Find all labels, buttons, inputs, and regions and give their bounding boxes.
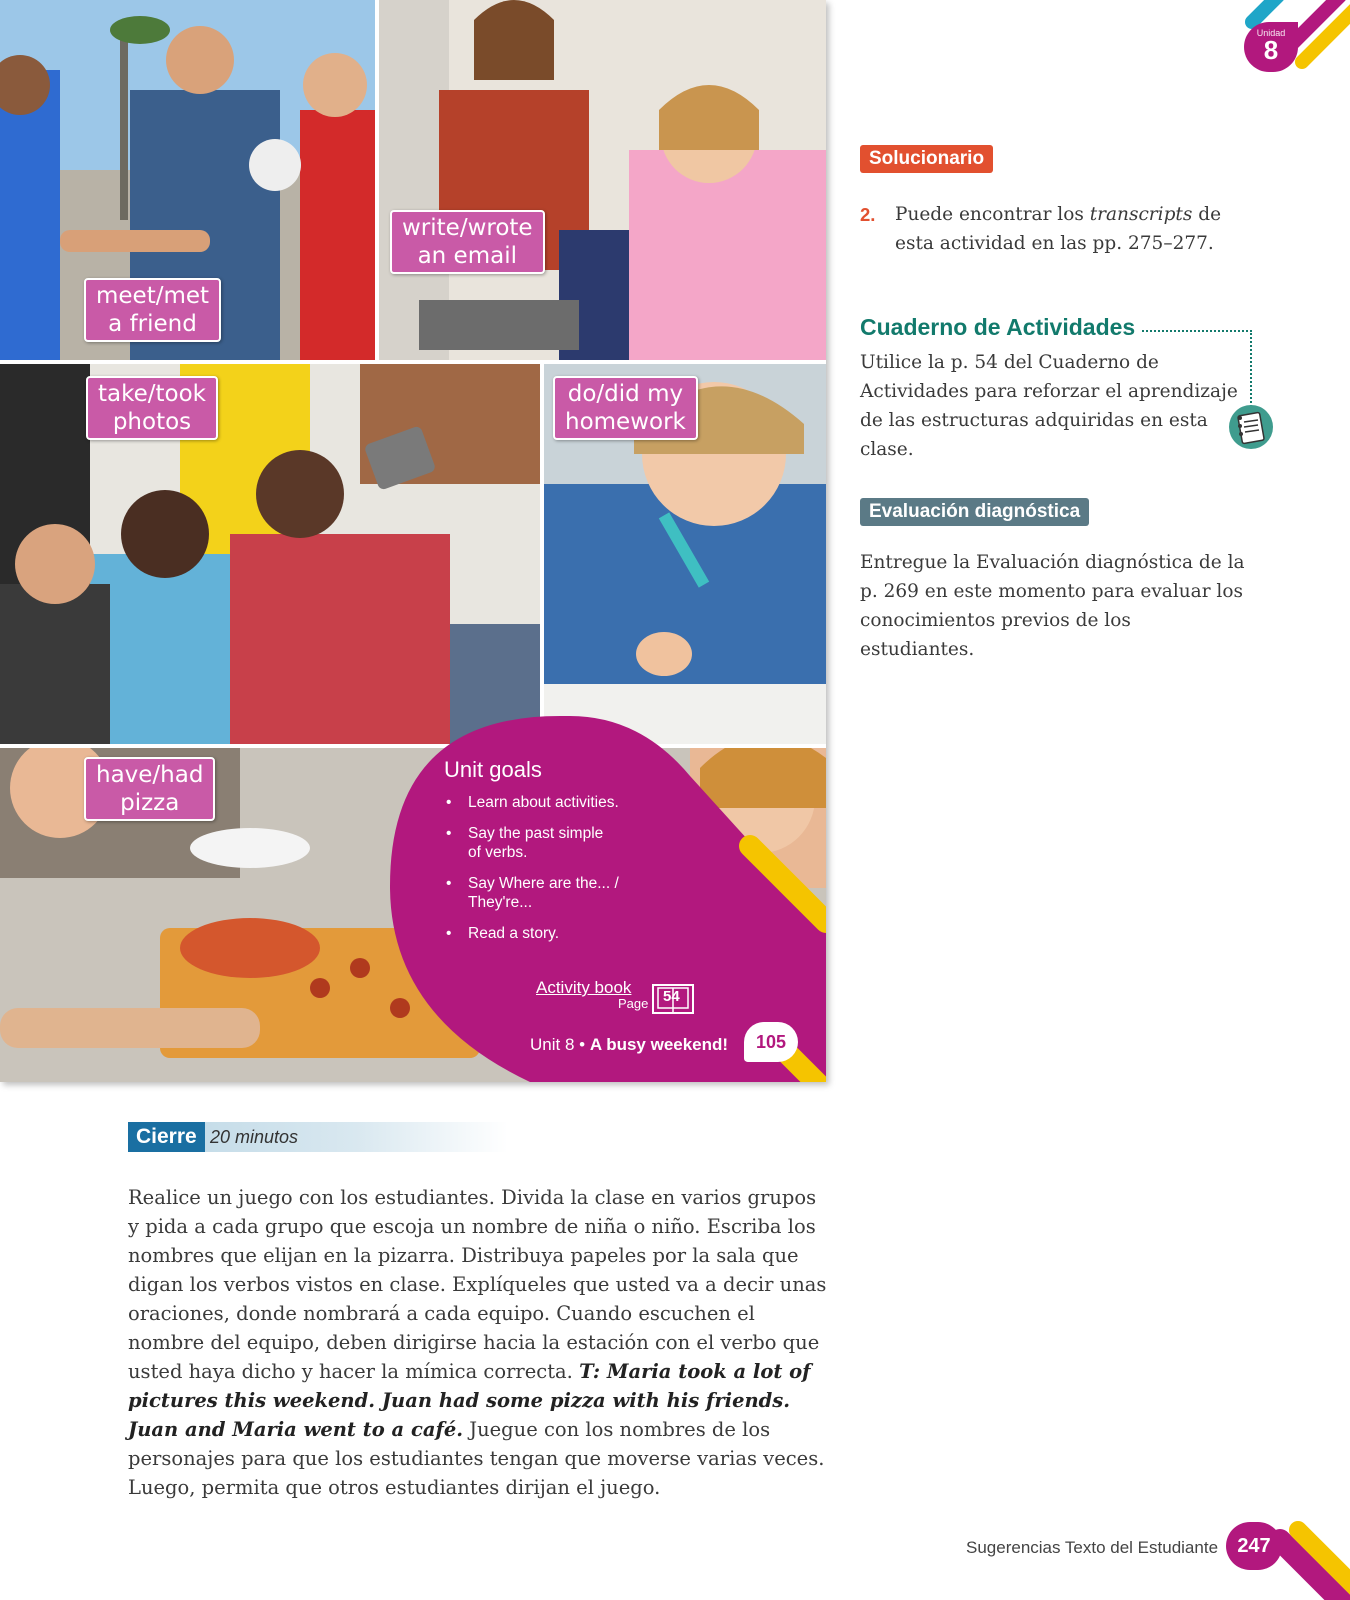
page-number: 247 — [1226, 1522, 1282, 1570]
activity-book-label: Activity book — [536, 978, 632, 997]
cierre-text-end: Juegue con los nombres de los personajes para que los estudiantes tengan que moverse varias veces. Luego, permita que otros estudiantes dirijan el juego. — [128, 1418, 825, 1499]
label-meet-met-a-friend — [84, 278, 221, 342]
label-line: photos — [112, 409, 192, 435]
cierre-paragraph — [128, 1183, 828, 1502]
cuaderno-text: Utilice la p. 54 del Cuaderno de Actividades para reforzar el aprendizaje de las estructuras adquiridas en esta clase. — [860, 352, 1238, 460]
unit-tab — [1244, 22, 1298, 72]
label-line: write/wrote — [402, 215, 533, 241]
label-line: have/had — [96, 762, 204, 788]
label-line: do/did my — [567, 381, 684, 407]
label-write-wrote-an-email — [390, 210, 545, 274]
cierre-text-bold: T: Maria took a lot of pictures this weekend. Juan had some pizza with his friends. Juan and Maria went to a café. — [128, 1360, 811, 1441]
solucionario-item-number: 2. — [860, 204, 876, 225]
label-line: take/took — [98, 381, 206, 407]
evaluacion-badge: Evaluación diagnóstica — [860, 498, 1089, 526]
label-have-had-pizza — [84, 757, 215, 821]
goal-item: • Read a story. — [444, 924, 704, 943]
goal-item: • Learn about activities. — [444, 793, 704, 812]
activity-book-link[interactable] — [536, 978, 649, 1011]
unit-footer-unit: Unit 8 • — [530, 1035, 586, 1054]
activity-book-page-label: Page — [618, 996, 649, 1011]
label-line: meet/met — [96, 283, 210, 309]
label-take-took-photos — [86, 376, 218, 440]
goal-item: • Say the past simple of verbs. — [444, 824, 618, 862]
cierre-text-start: Realice un juego con los estudiantes. Divida la clase en varios grupos y pida a cada grupo que escoja un nombre de niña o niño. Escriba los nombres que elijan en la pizarra. Distribuya papeles por la sala que digan los verbos vistos en clase. Explíqueles que usted va a decir unas oraciones, donde nombrará a cada equipo. Cuando escuchen el nombre del equipo, deben dirigirse hacia la estación con el verbo que usted haya dicho y hacer la mímica correcta. — [128, 1186, 827, 1383]
label-line: pizza — [120, 790, 180, 816]
cierre-badge: Cierre — [128, 1122, 205, 1152]
unit-tab-label: Unidad — [1256, 28, 1286, 38]
unit-tab-number: 8 — [1263, 35, 1279, 65]
unit-goals-list — [444, 793, 704, 943]
activity-book-page-number: 54 — [663, 988, 680, 1005]
cierre-time: 20 minutos — [210, 1127, 299, 1147]
goal-item: • Say Where are the... / They're... — [444, 874, 638, 912]
text-part: Puede encontrar los — [895, 204, 1090, 225]
footer-label: Sugerencias Texto del Estudiante — [966, 1538, 1219, 1557]
unit-goals-title: Unit goals — [444, 757, 542, 782]
photo-take-photos — [0, 364, 540, 744]
cuaderno-title: Cuaderno de Actividades — [860, 314, 1136, 340]
student-book-page-number: 105 — [744, 1022, 798, 1062]
cierre-header — [128, 1122, 508, 1152]
notebook-icon — [1228, 404, 1274, 450]
solucionario-item-text — [895, 200, 1260, 258]
photo-write-email — [379, 0, 826, 360]
text-italic: transcripts — [1089, 204, 1193, 225]
solucionario-item — [860, 200, 1260, 258]
label-line: homework — [565, 409, 686, 435]
text-part: de esta actividad en las pp. 275–277. — [895, 204, 1222, 254]
solucionario-badge: Solucionario — [860, 145, 993, 173]
unit-footer-title: A busy weekend! — [589, 1035, 729, 1054]
label-line: a friend — [108, 311, 197, 337]
evaluacion-text: Entregue la Evaluación diagnóstica de la p. 269 en este momento para evaluar los conocimientos previos de los estudiantes. — [860, 552, 1245, 660]
unit-goals — [444, 757, 704, 955]
label-do-did-my-homework — [553, 376, 698, 440]
label-line: an email — [417, 243, 517, 269]
unit-footer — [530, 1035, 728, 1055]
